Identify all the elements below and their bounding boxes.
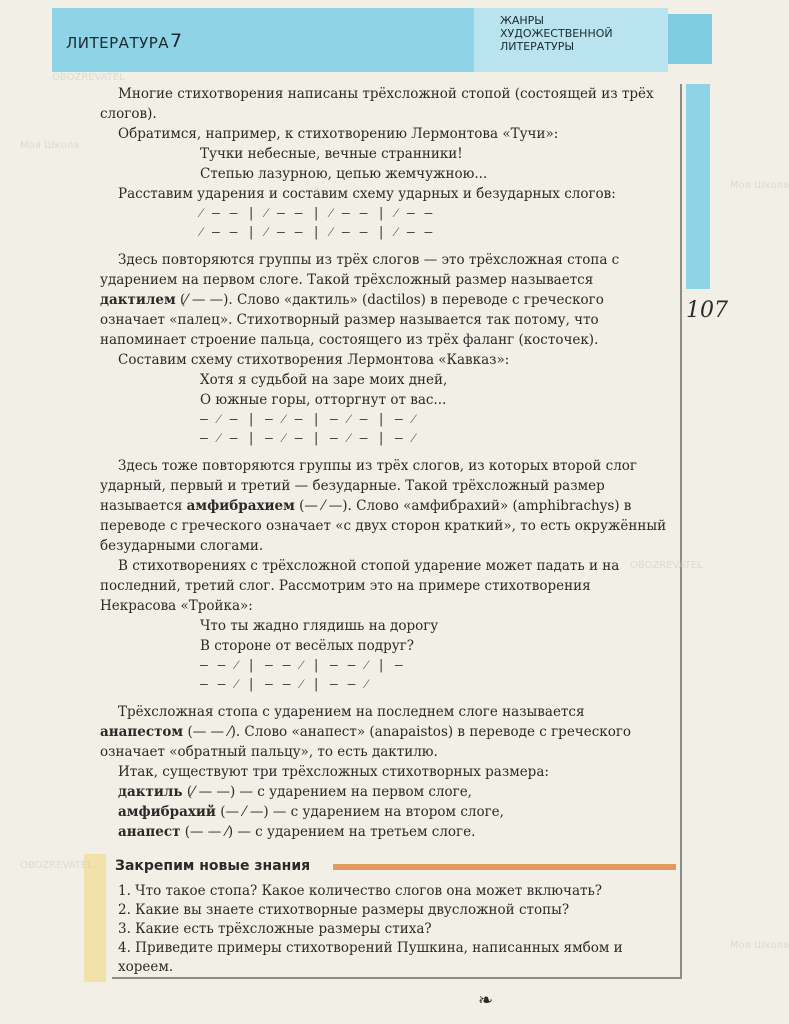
section-line: ЖАНРЫ (500, 14, 544, 27)
verse-line: Степью лазурною, цепью жемчужною... (200, 166, 488, 182)
question-item: 4. Приведите примеры стихотворений Пушкина, написанных ямбом и хореем. (118, 940, 623, 975)
section-line: ХУДОЖЕСТВЕННОЙ (500, 27, 613, 40)
watermark: Моя Школа (730, 940, 789, 951)
watermark: OBOZREVATEL (52, 72, 125, 83)
size-line (100, 802, 670, 822)
frame-vertical-line (680, 84, 682, 979)
ornament-icon: ❧ (478, 990, 494, 1011)
size-scheme: (— — ⁄) — с ударением на третьем слоге. (180, 824, 476, 840)
size-line (100, 782, 670, 802)
scheme-line: — ⁄ — | — ⁄ — | — ⁄ — | — ⁄ (200, 431, 416, 446)
stress-scheme (200, 410, 670, 448)
section-line: ЛИТЕРАТУРЫ (500, 40, 575, 53)
size-term: анапест (118, 824, 181, 840)
paragraph (100, 456, 670, 556)
verse-line: Что ты жадно глядишь на дорогу (200, 618, 439, 634)
watermark: OBOZREVATEL (630, 560, 703, 571)
verse (200, 616, 670, 656)
review-title-bar (333, 864, 676, 870)
grade-number: 7 (170, 30, 183, 52)
question-item: 2. Какие вы знаете стихотворные размеры двусложной стопы? (118, 902, 570, 918)
review-marker (84, 854, 106, 982)
size-scheme: (⁄ — —) — с ударением на первом слоге, (182, 784, 472, 800)
size-term: амфибрахий (118, 804, 216, 820)
text-span: Трёхсложная стопа с ударением на последнем слоге называется (118, 704, 585, 720)
paragraph (100, 250, 670, 350)
term-amphibrach: амфибрахием (186, 498, 295, 514)
term-anapest: анапестом (100, 724, 184, 740)
stress-scheme (200, 656, 670, 694)
question-item: 1. Что такое стопа? Какое количество слогов она может включать? (118, 883, 603, 899)
text-span: Здесь тоже повторяются группы из трёх слогов, из которых второй слог ударный, первый и третий — безударные. Такой трёхсложный размер называется (100, 458, 637, 514)
header-edge-tab (668, 14, 712, 64)
term-dactyl: дактилем (100, 292, 176, 308)
scheme-line: — ⁄ — | — ⁄ — | — ⁄ — | — ⁄ (200, 412, 416, 427)
paragraph (100, 702, 670, 762)
sidebar-tab (686, 84, 710, 289)
paragraph: Составим схему стихотворения Лермонтова «Кавказ»: (118, 352, 510, 368)
scheme-line: — — ⁄ | — — ⁄ | — — ⁄ | — (200, 658, 404, 673)
stress-scheme (200, 204, 670, 242)
paragraph: В стихотворениях с трёхсложной стопой ударение может падать и на последний, третий слог. Рассмотрим это на примере стихотворения Некрасова «Тройка»: (100, 558, 620, 614)
scheme-line: ⁄ — — | ⁄ — — | ⁄ — — | ⁄ — — (200, 225, 434, 240)
verse (200, 370, 670, 410)
watermark: OBOZREVATEL (20, 860, 93, 871)
watermark: Моя Школа (730, 180, 789, 191)
section-title (500, 14, 660, 53)
verse-line: В стороне от весёлых подруг? (200, 638, 415, 654)
text-span: (— ⁄ —). Слово «амфибрахий» (amphibrachys) в переводе с греческого означает «с двух сторон краткий», то есть окружённый безударными слогами. (100, 498, 667, 554)
frame-bottom-line (112, 977, 682, 979)
paragraph: Расставим ударения и составим схему ударных и безударных слогов: (118, 186, 616, 202)
text-span: Здесь повторяются группы из трёх слогов — это трёхсложная стопа с ударением на первом слоге. Такой трёхсложный размер называется (100, 252, 620, 288)
page-number: 107 (686, 298, 728, 323)
review-questions (118, 882, 678, 977)
paragraph: Многие стихотворения написаны трёхсложной стопой (состоящей из трёх слогов). (100, 86, 654, 122)
verse-line: О южные горы, отторгнут от вас... (200, 392, 447, 408)
watermark: Моя Школа (20, 140, 80, 151)
review-title: Закрепим новые знания (115, 858, 311, 874)
size-line (100, 822, 670, 842)
text-span: (⁄ — —). Слово «дактиль» (dactilos) в переводе с греческого означает «палец». Стихотворный размер называется так потому, что напоминает строение пальца, состоящего из трёх фаланг (косточек). (100, 292, 604, 348)
subject-title: ЛИТЕРАТУРА (66, 34, 170, 52)
verse-line: Тучки небесные, вечные странники! (200, 146, 463, 162)
scheme-line: — — ⁄ | — — ⁄ | — — ⁄ (200, 677, 369, 692)
verse-line: Хотя я судьбой на заре моих дней, (200, 372, 448, 388)
verse (200, 144, 670, 184)
paragraph: Итак, существуют три трёхсложных стихотворных размера: (118, 764, 549, 780)
scheme-line: ⁄ — — | ⁄ — — | ⁄ — — | ⁄ — — (200, 206, 434, 221)
question-item: 3. Какие есть трёхсложные размеры стиха? (118, 921, 432, 937)
text-span: (— — ⁄). Слово «анапест» (anapaistos) в переводе с греческого означает «обратный пальцу», то есть дактилю. (100, 724, 632, 760)
main-text (100, 84, 670, 842)
size-scheme: (— ⁄ —) — с ударением на втором слоге, (215, 804, 504, 820)
paragraph: Обратимся, например, к стихотворению Лермонтова «Тучи»: (118, 126, 559, 142)
size-term: дактиль (118, 784, 183, 800)
